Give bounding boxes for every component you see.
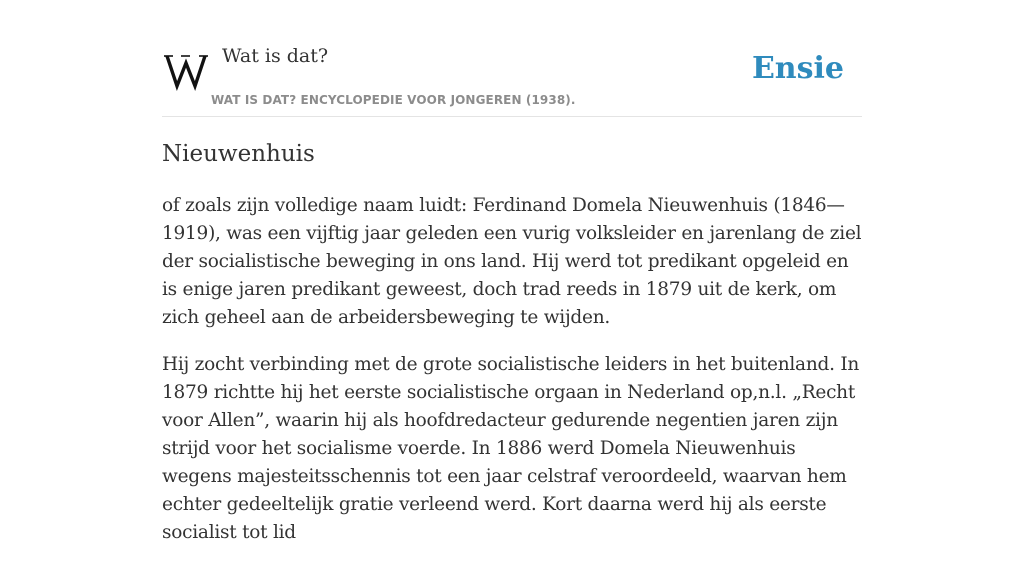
page-container — [162, 0, 862, 543]
site-header — [162, 0, 862, 117]
page-title: Nieuwenhuis — [162, 141, 315, 167]
article-body — [162, 192, 862, 566]
article-paragraph: Hij zocht verbinding met de grote socialistische leiders in het buitenland. In 1879 richtte hij het eerste socialistische orgaan in Nederland op,n.l. „Recht voor Allen”, waarin hij als hoofdredacteur gedurende negentien jaren zijn strijd voor het socialisme voerde. In 1886 werd Domela Nieuwenhuis wegens majesteitsschennis tot een jaar celstraf veroordeeld, waarvan hem echter gedeeltelijk gratie verleend werd. Kort daarna werd hij als eerste socialist tot lid — [162, 354, 860, 543]
site-title[interactable]: Wat is dat? — [222, 45, 329, 67]
ensie-brand-link[interactable]: Ensie — [751, 51, 844, 86]
wikipedia-w-icon[interactable] — [164, 51, 208, 91]
site-subtitle: WAT IS DAT? ENCYCLOPEDIE VOOR JONGEREN (1938). — [211, 93, 576, 107]
article-paragraph: of zoals zijn volledige naam luidt: Ferdinand Domela Nieuwenhuis (1846—1919), was een vijftig jaar geleden een vurig volksleider en jarenlang de ziel der socialistische beweging in ons land. Hij werd tot predikant opgeleid en is enige jaren predikant geweest, doch trad reeds in 1879 uit de kerk, om zich geheel aan de arbeidersbeweging te wijden. — [162, 195, 862, 328]
